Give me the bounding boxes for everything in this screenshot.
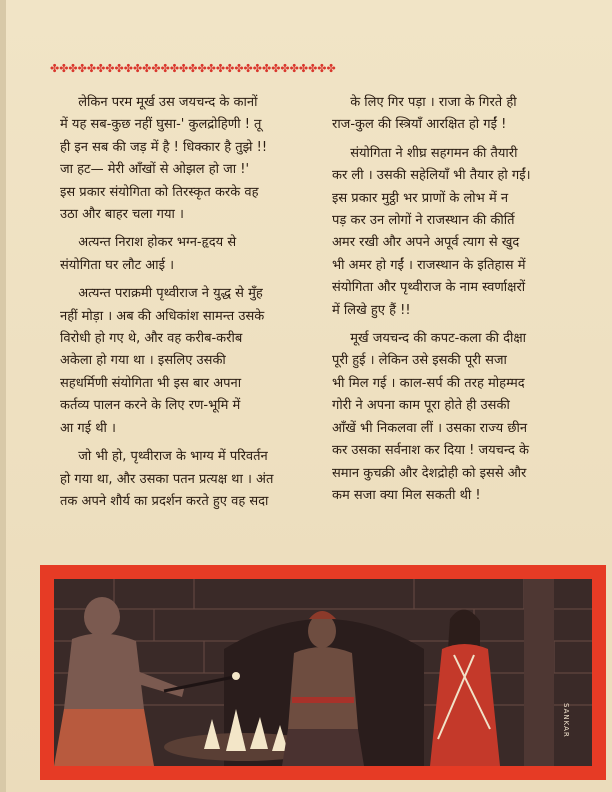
text-line: में लिखे हुए हैं !! xyxy=(332,302,411,318)
text-line: कर्तव्य पालन करने के लिए रण-भूमि में xyxy=(60,398,241,414)
text-line: अमर रखी और अपने अपूर्व त्याग से खुद xyxy=(332,235,520,251)
artist-signature: SANKAR xyxy=(562,703,570,738)
text-line: पूरी हुई । लेकिन उसे इसकी पूरी सजा xyxy=(332,353,507,369)
text-line: कर उसका सर्वनाश कर दिया ! जयचन्द के xyxy=(332,443,529,459)
text-line: आँखें भी निकलवा लीं । उसका राज्य छीन xyxy=(332,420,528,436)
text-line: सहधर्मिणी संयोगिता भी इस बार अपना xyxy=(60,375,242,391)
paragraph xyxy=(332,328,590,507)
ornament-row: ✤✤✤✤✤✤✤✤✤✤✤✤✤✤✤✤✤✤✤✤✤✤✤✤✤✤✤✤✤✤✤ xyxy=(50,62,336,75)
text-line: संयोगिता और पृथ्वीराज के नाम स्वर्णाक्षरों xyxy=(332,280,526,296)
text-line: तक अपने शौर्य का प्रदर्शन करते हुए वह सदा xyxy=(60,493,269,509)
text-line: संयोगिता घर लौट आई । xyxy=(60,257,175,273)
text-line: भी मिल गई । काल-सर्प की तरह मोहम्मद xyxy=(332,375,525,391)
paragraph xyxy=(60,232,318,277)
text-line: लेकिन परम मूर्ख उस जयचन्द के कानों xyxy=(78,95,258,110)
decorative-border xyxy=(50,62,588,76)
text-line: जो भी हो, पृथ्वीराज के भाग्य में परिवर्तन xyxy=(78,449,268,465)
paragraph xyxy=(332,92,590,137)
page-edge xyxy=(0,0,6,792)
text-line: अत्यन्त निराश होकर भग्न-हृदय से xyxy=(78,235,237,251)
paragraph xyxy=(60,446,318,513)
text-line: आ गई थी । xyxy=(60,420,116,436)
illustration-frame xyxy=(40,565,606,780)
illustration-art xyxy=(54,579,592,766)
text-line: हो गया था, और उसका पतन प्रत्यक्ष था । अंत xyxy=(60,471,274,487)
text-line: के लिए गिर पड़ा । राजा के गिरते ही xyxy=(350,95,517,110)
text-line: इस प्रकार संयोगिता को तिरस्कृत करके वह xyxy=(60,184,259,200)
text-line: भी अमर हो गईं । राजस्थान के इतिहास में xyxy=(332,257,526,273)
text-line: ही इन सब की जड़ में है ! धिक्कार है तुझे !! xyxy=(60,139,268,155)
text-column-right xyxy=(332,92,590,513)
text-line: संयोगिता ने शीघ्र सहगमन की तैयारी xyxy=(350,145,518,161)
text-line: में यह सब-कुछ नहीं घुसा-' कुलद्रोहिणी ! तू xyxy=(60,117,262,133)
paragraph xyxy=(60,92,318,226)
text-line: अत्यन्त पराक्रमी पृथ्वीराज ने युद्ध से मुँह xyxy=(78,286,263,302)
illustration xyxy=(54,579,592,766)
text-line: अकेला हो गया था । इसलिए उसकी xyxy=(60,353,226,369)
text-line: कर ली । उसकी सहेलियाँ भी तैयार हो गईं। xyxy=(332,168,531,184)
text-line: विरोधी हो गए थे, और वह करीब-करीब xyxy=(60,331,243,347)
text-line: राज-कुल की स्त्रियाँ आरक्षित हो गईं ! xyxy=(332,117,507,133)
text-line: जा हट— मेरी आँखों से ओझल हो जा !' xyxy=(60,162,250,178)
text-column-left xyxy=(60,92,318,519)
text-line: इस प्रकार मुट्ठी भर प्राणों के लोभ में न xyxy=(332,190,509,206)
text-line: गोरी ने अपना काम पूरा होते ही उसकी xyxy=(332,398,510,414)
paragraph xyxy=(332,143,590,322)
text-line: कम सजा क्या मिल सकती थी ! xyxy=(332,487,481,503)
text-line: समान कुचक्री और देशद्रोही को इससे और xyxy=(332,465,527,481)
text-line: उठा और बाहर चला गया । xyxy=(60,207,184,223)
paragraph xyxy=(60,283,318,440)
text-line: मूर्ख जयचन्द की कपट-कला की दीक्षा xyxy=(350,331,527,347)
text-line: नहीं मोड़ा । अब की अधिकांश सामन्त उसके xyxy=(60,308,265,324)
text-line: पड़ कर उन लोगों ने राजस्थान की कीर्ति xyxy=(332,213,515,229)
